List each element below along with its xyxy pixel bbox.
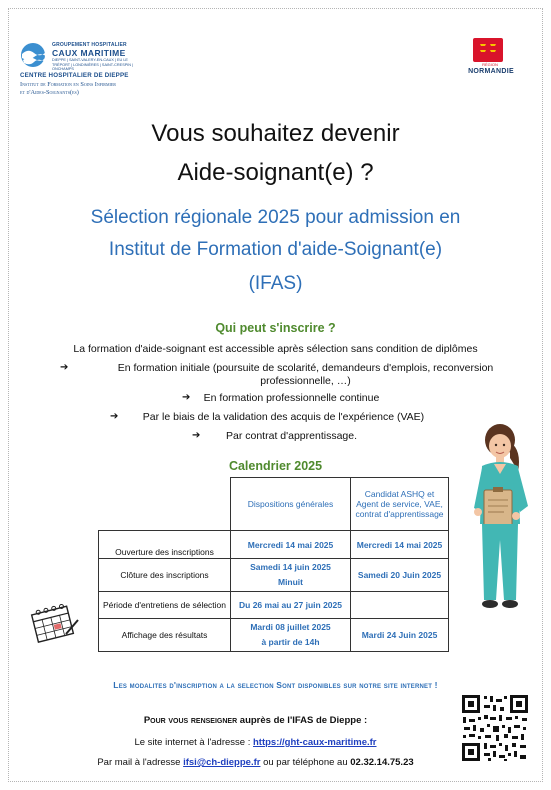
org-line-2: CAUX MARITIME <box>52 48 126 58</box>
row-general-line-1: Samedi 14 juin 2025 <box>250 562 331 572</box>
org-line-3: DIEPPE | SAINT-VALERY-EN-CAUX | EU LE TRÉPORT | LONDINIÈRES | SAINT-CRESPIN | ONCHAMPS <box>52 58 134 72</box>
arrow-icon: ➔ <box>182 392 191 403</box>
inform-rest: auprès de l'IFAS de Dieppe : <box>237 715 368 726</box>
row-general-line-2: à partir de 14h <box>261 637 320 647</box>
site-link[interactable]: https://ght-caux-maritime.fr <box>253 737 377 748</box>
subtitle-line-3: (IFAS) <box>248 273 303 294</box>
table-corner <box>99 478 231 531</box>
normandie-lions-flag-icon <box>473 38 503 62</box>
main-title-line-1: Vous souhaitez devenir <box>151 120 400 147</box>
row-label: Ouverture des inscriptions <box>99 531 231 559</box>
arrow-icon: ➔ <box>192 430 201 441</box>
subtitle-line-2: Institut de Formation d'aide-Soignant(e) <box>108 239 443 260</box>
phone-prefix: ou par téléphone au <box>260 757 351 768</box>
modalities-notice: Les modalites d'inscription a la selection Sont disponibles sur notre site internet ! <box>113 680 438 690</box>
row-general <box>231 559 351 592</box>
calendar-heading: Calendrier 2025 <box>228 459 323 473</box>
site-prefix: Le site internet à l'adresse : <box>134 737 253 748</box>
mail-line <box>0 757 531 768</box>
institute-line-1: Institut de Formation en Soins Infirmier <box>20 81 116 88</box>
arrow-icon: ➔ <box>60 362 69 373</box>
row-general <box>231 531 351 559</box>
table-row <box>99 559 449 592</box>
arrow-icon: ➔ <box>110 411 119 422</box>
row-special <box>351 592 449 619</box>
table-row <box>99 531 449 559</box>
col-header-special: Candidat ASHQ et Agent de service, VAE, contrat d'apprentissage <box>351 478 449 531</box>
row-special: Mercredi 14 mai 2025 <box>351 531 449 559</box>
who-item-3: Par le biais de la validation des acquis de l'expérience (VAE) <box>142 411 425 423</box>
site-line <box>0 737 531 748</box>
row-general-line-1: Du 26 mai au 27 juin 2025 <box>239 599 342 610</box>
row-label: Période d'entretiens de sélection <box>99 592 231 619</box>
col-header-general: Dispositions générales <box>231 478 351 531</box>
row-label: Affichage des résultats <box>99 619 231 652</box>
region-label: RÉGION <box>482 62 498 67</box>
row-special: Samedi 20 Juin 2025 <box>351 559 449 592</box>
inform-prefix: Pour vous renseigner <box>143 715 238 726</box>
nurse-illustration <box>470 420 538 620</box>
org-line-1: GROUPEMENT HOSPITALIER <box>52 42 127 48</box>
table-row <box>99 592 449 619</box>
phone-number: 02.32.14.75.23 <box>350 757 414 768</box>
who-item-1-line-1: En formation initiale (poursuite de scolarité, demandeurs d'emplois, reconversion <box>117 362 494 374</box>
row-general-line-1: Mardi 08 juillet 2025 <box>250 622 331 632</box>
calendar-pen-icon <box>26 600 80 644</box>
row-general <box>231 592 351 619</box>
who-heading: Qui peut s'inscrire ? <box>215 321 336 335</box>
region-name: NORMANDIE <box>468 68 514 75</box>
row-general-line-2: Minuit <box>277 577 304 587</box>
who-item-2: En formation professionnelle continue <box>203 392 380 404</box>
ght-wave-logo-icon <box>20 42 48 68</box>
row-general <box>231 619 351 652</box>
ch-dieppe-line: CENTRE HOSPITALIER DE DIEPPE <box>20 72 129 79</box>
calendar-table <box>98 477 449 652</box>
inform-line <box>0 715 531 726</box>
who-item-4: Par contrat d'apprentissage. <box>226 430 357 442</box>
subtitle-line-1: Sélection régionale 2025 pour admission en <box>90 207 461 228</box>
row-label: Clôture des inscriptions <box>99 559 231 592</box>
institute-line-2: et d'Aides-Soignants(es) <box>20 89 79 96</box>
who-intro: La formation d'aide-soignant est accessible après sélection sans condition de diplômes <box>73 343 478 355</box>
mail-prefix: Par mail à l'adresse <box>97 757 184 768</box>
qr-code-icon[interactable] <box>460 693 530 763</box>
row-general-line-1: Mercredi 14 mai 2025 <box>247 539 334 550</box>
who-item-1-line-2: professionnelle, …) <box>260 375 351 387</box>
mail-link[interactable]: ifsi@ch-dieppe.fr <box>183 757 261 768</box>
table-row <box>99 619 449 652</box>
row-special: Mardi 24 Juin 2025 <box>351 619 449 652</box>
main-title-line-2: Aide-soignant(e) ? <box>177 159 374 186</box>
